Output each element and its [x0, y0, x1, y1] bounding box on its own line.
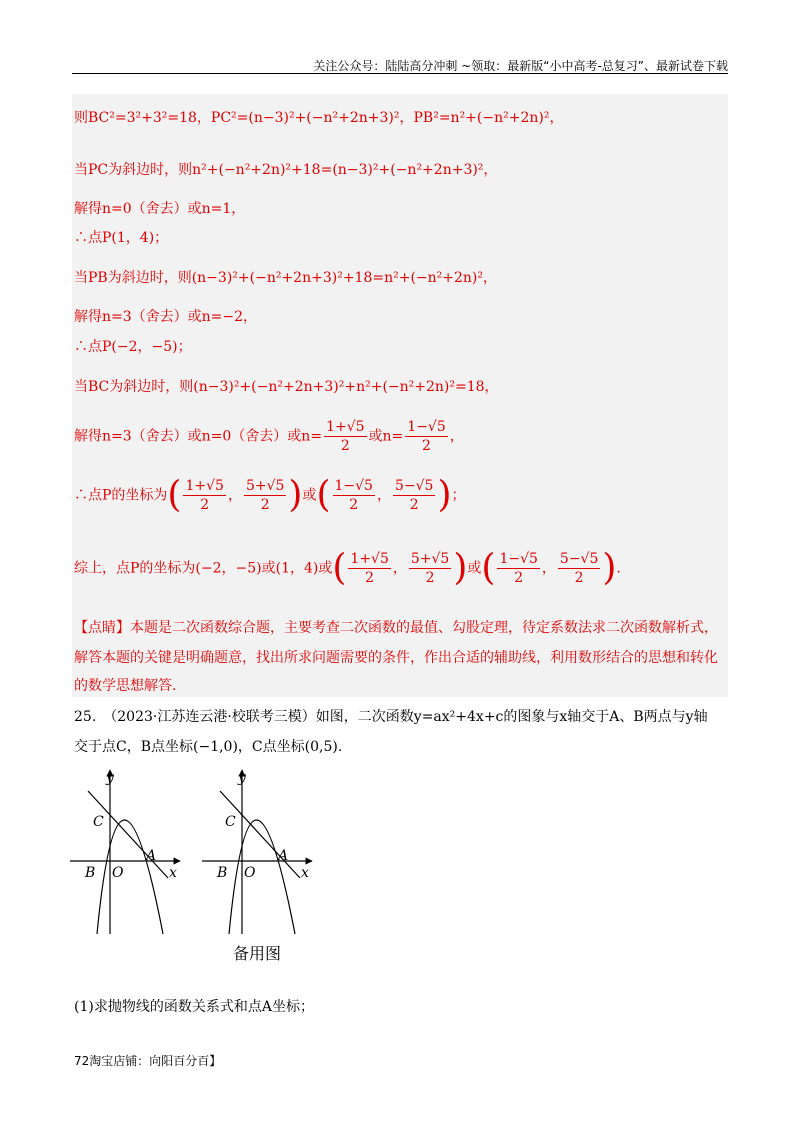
fraction: $\frac{1-√5}{2}$ — [334, 478, 373, 513]
line10-end: ； — [451, 487, 466, 504]
line-ac — [88, 791, 168, 878]
comment-line-1 — [74, 618, 718, 638]
line9-prefix: 解得n=3（舍去）或n=0（舍去）或n= — [74, 428, 323, 445]
fraction: $\frac{5+√5}{2}$ — [245, 478, 285, 513]
line11-prefix: 综上，点P的坐标为(−2，−5)或(1，4)或 — [74, 560, 333, 577]
parabola-figures — [66, 766, 326, 966]
label-a: A — [278, 848, 289, 864]
label-a: A — [146, 848, 157, 864]
label-c: C — [225, 814, 236, 830]
label-x: x — [301, 865, 309, 881]
solution-line-7: ∴点P(−2，−5)； — [74, 339, 192, 355]
solution-line-9 — [74, 418, 464, 455]
solution-line-4: ∴点P(1，4)； — [74, 230, 169, 246]
page-footer: 72淘宝店铺：向阳百分百】 — [74, 1054, 222, 1068]
label-b: B — [217, 865, 228, 881]
line11-or: 或 — [467, 560, 482, 577]
figure-spare — [202, 770, 312, 934]
solution-line-1: 则BC²=3²+3²=18，PC²=(n−3)²+(−n²+2n+3)²，PB²=n²+(−n²+2n)²， — [74, 110, 564, 126]
line10-prefix: ∴点P的坐标为 — [74, 487, 168, 504]
question-line-2: 交于点C，B点坐标(−1,0)，C点坐标(0,5). — [74, 739, 343, 755]
solution-line-5: 当PB为斜边时，则(n−3)²+(−n²+2n+3)²+18=n²+(−n²+2n)²， — [74, 270, 498, 286]
fraction: $\frac{5+√5}{2}$ — [410, 551, 450, 586]
comment-line-2: 解答本题的关键是明确题意，找出所求问题需要的条件，作出合适的辅助线，利用数形结合的思想和转化 — [74, 650, 718, 666]
solution-line-6: 解得n=3（舍去）或n=−2， — [74, 309, 258, 325]
figure-caption: 备用图 — [233, 944, 282, 963]
solution-line-3: 解得n=0（舍去）或n=1， — [74, 201, 246, 217]
line-ac — [220, 791, 300, 878]
fraction: $\frac{1-√5}{2}$ — [499, 551, 538, 586]
solution-line-11: 综上，点P的坐标为(−2，−5)或(1，4)或( $\frac{1+√5}{2}$ ， $\frac{5+√5}{2}$ )或( $\frac{1-√5}{2}$ ， $\frac{5-√5}{2}$ ). — [74, 547, 621, 589]
fraction: $\frac{5-√5}{2}$ — [559, 551, 599, 586]
header-divider — [72, 73, 728, 74]
label-o: O — [244, 865, 256, 881]
comment-line-3: 的数学思想解答. — [74, 678, 177, 694]
fraction: $\frac{5-√5}{2}$ — [394, 478, 434, 513]
label-c: C — [93, 814, 104, 830]
label-y: y — [238, 770, 246, 786]
label-o: O — [112, 865, 124, 881]
solution-line-10: ∴点P的坐标为( $\frac{1+√5}{2}$ ， $\frac{5+√5}{2}$ )或( $\frac{1-√5}{2}$ ， $\frac{5-√5}{2}$ )； — [74, 474, 466, 516]
fraction: $\frac{1+√5}{2}$ — [185, 478, 224, 513]
question-line-1: 25. （2023·江苏连云港·校联考三模）如图，二次函数y=ax²+4x+c的图象与x轴交于A、B两点与y轴 — [74, 709, 708, 725]
solution-line-2: 当PC为斜边时，则n²+(−n²+2n)²+18=(n−3)²+(−n²+2n+3)²， — [74, 162, 498, 178]
figure-main — [70, 770, 180, 934]
page-header: 关注公众号：陆陆高分冲刺 ~领取：最新版“小中高考-总复习”、最新试卷下载 — [313, 59, 728, 73]
line11-end: . — [616, 560, 621, 577]
fraction: $\frac{1+√5}{2}$ — [350, 551, 389, 586]
solution-line-8: 当BC为斜边时，则(n−3)²+(−n²+2n+3)²+n²+(−n²+2n)²=18， — [74, 379, 499, 395]
fraction: $\frac{1+√5}{2}$ — [326, 419, 365, 454]
line9-end: ， — [449, 428, 464, 445]
fraction: $\frac{1-√5}{2}$ — [407, 419, 446, 454]
parabola-diagram — [66, 766, 326, 966]
line10-or: 或 — [302, 487, 317, 504]
line9-mid: 或n= — [368, 428, 404, 445]
label-x: x — [169, 865, 177, 881]
question-part-1: (1)求抛物线的函数关系式和点A坐标； — [74, 999, 314, 1015]
comment-label: 【点睛】 — [74, 620, 130, 636]
comment-text-1: 本题是二次函数综合题，主要考查二次函数的最值、勾股定理，待定系数法求二次函数解析式， — [130, 620, 718, 636]
label-y: y — [106, 770, 114, 786]
label-b: B — [85, 865, 96, 881]
